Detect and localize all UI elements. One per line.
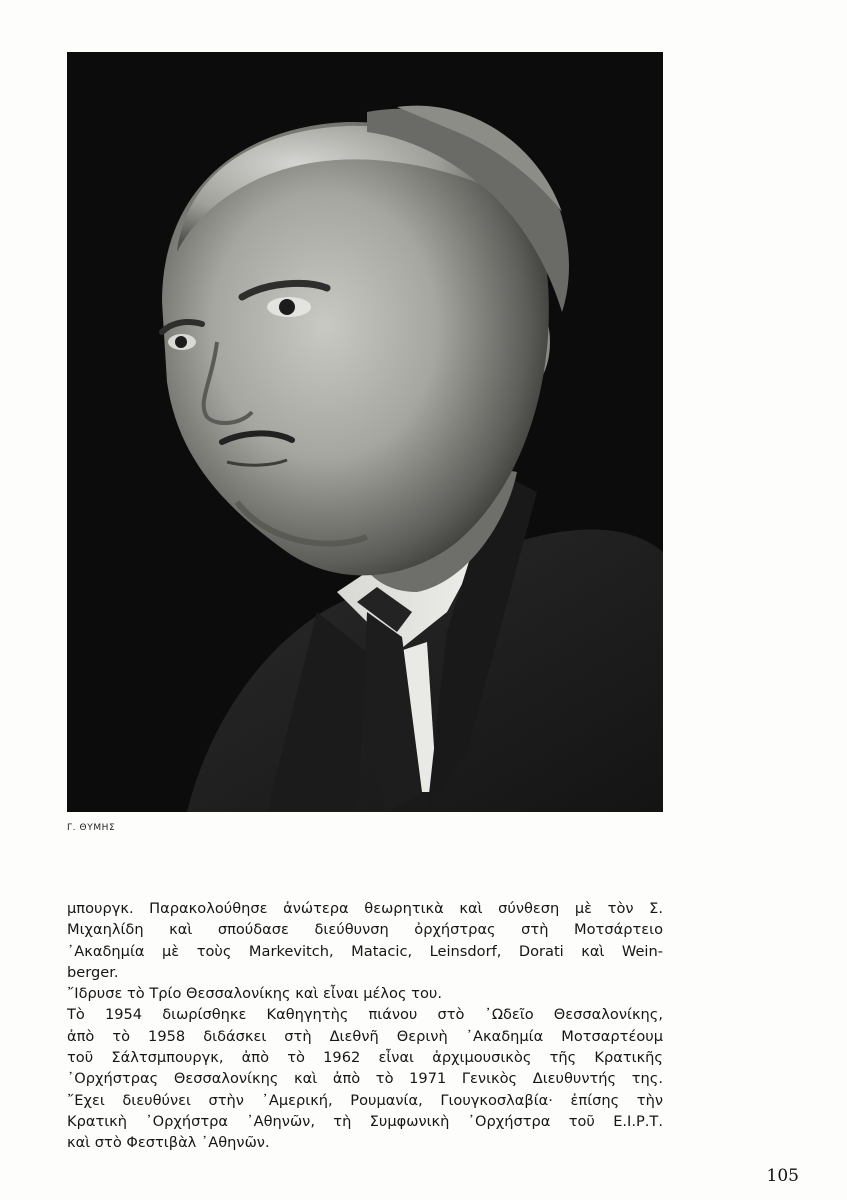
- paragraph-2: [67, 983, 663, 1004]
- page-number: 105: [766, 1166, 799, 1186]
- text-line: berger.: [67, 963, 119, 981]
- text-line: ἀπὸ τὸ 1958 διδάσκει στὴ Διεθνῆ Θερινὴ ᾿Ακαδημία Μοτσαρτέουμ: [67, 1027, 663, 1045]
- biography-text: [67, 898, 663, 1154]
- text-line: ῎Εχει διευθύνει στὴν ᾿Αμερική, Ρουμανία, Γιουγκοσλαβία· ἐπίσης τὴν: [67, 1091, 663, 1109]
- text-line: ᾿Ακαδημία μὲ τοὺς Markevitch, Matacic, Leinsdorf, Dorati καὶ Wein-: [67, 942, 663, 960]
- portrait-illustration: [67, 52, 663, 812]
- text-line: μπουργκ. Παρακολούθησε ἀνώτερα θεωρητικὰ καὶ σύνθεση μὲ τὸν Σ.: [67, 900, 663, 917]
- paragraph-3: [67, 1004, 663, 1089]
- text-line: τοῦ Σάλτσμπουργκ, ἀπὸ τὸ 1962 εἶναι ἀρχιμουσικὸς τῆς Κρατικῆς: [67, 1049, 663, 1067]
- text-line: Τὸ 1954 διωρίσθηκε Καθηγητὴς πιάνου στὸ ᾿Ωδεῖο Θεσσαλονίκης,: [67, 1006, 663, 1024]
- portrait-photo: [67, 52, 663, 812]
- text-line: ῎Ιδρυσε τὸ Τρίο Θεσσαλονίκης καὶ εἶναι μέλος του.: [67, 985, 442, 1003]
- photo-credit: Γ. ΘΥΜΗΣ: [67, 823, 116, 833]
- text-line: Κρατικὴ ᾿Ορχήστρα ᾿Αθηνῶν, τὴ Συμφωνικὴ ᾿Ορχήστρα τοῦ Ε.Ι.Ρ.Τ.: [67, 1112, 663, 1130]
- text-line: Μιχαηλίδη καὶ σπούδασε διεύθυνση ὀρχήστρας στὴ Μοτσάρτειο: [67, 921, 663, 939]
- text-line: ᾿Ορχήστρας Θεσσαλονίκης καὶ ἀπὸ τὸ 1971 Γενικὸς Διευθυντής της.: [67, 1070, 663, 1088]
- text-line: καὶ στὸ Φεστιβὰλ ᾿Αθηνῶν.: [67, 1134, 270, 1152]
- paragraph-1: [67, 898, 663, 983]
- paragraph-4: [67, 1090, 663, 1154]
